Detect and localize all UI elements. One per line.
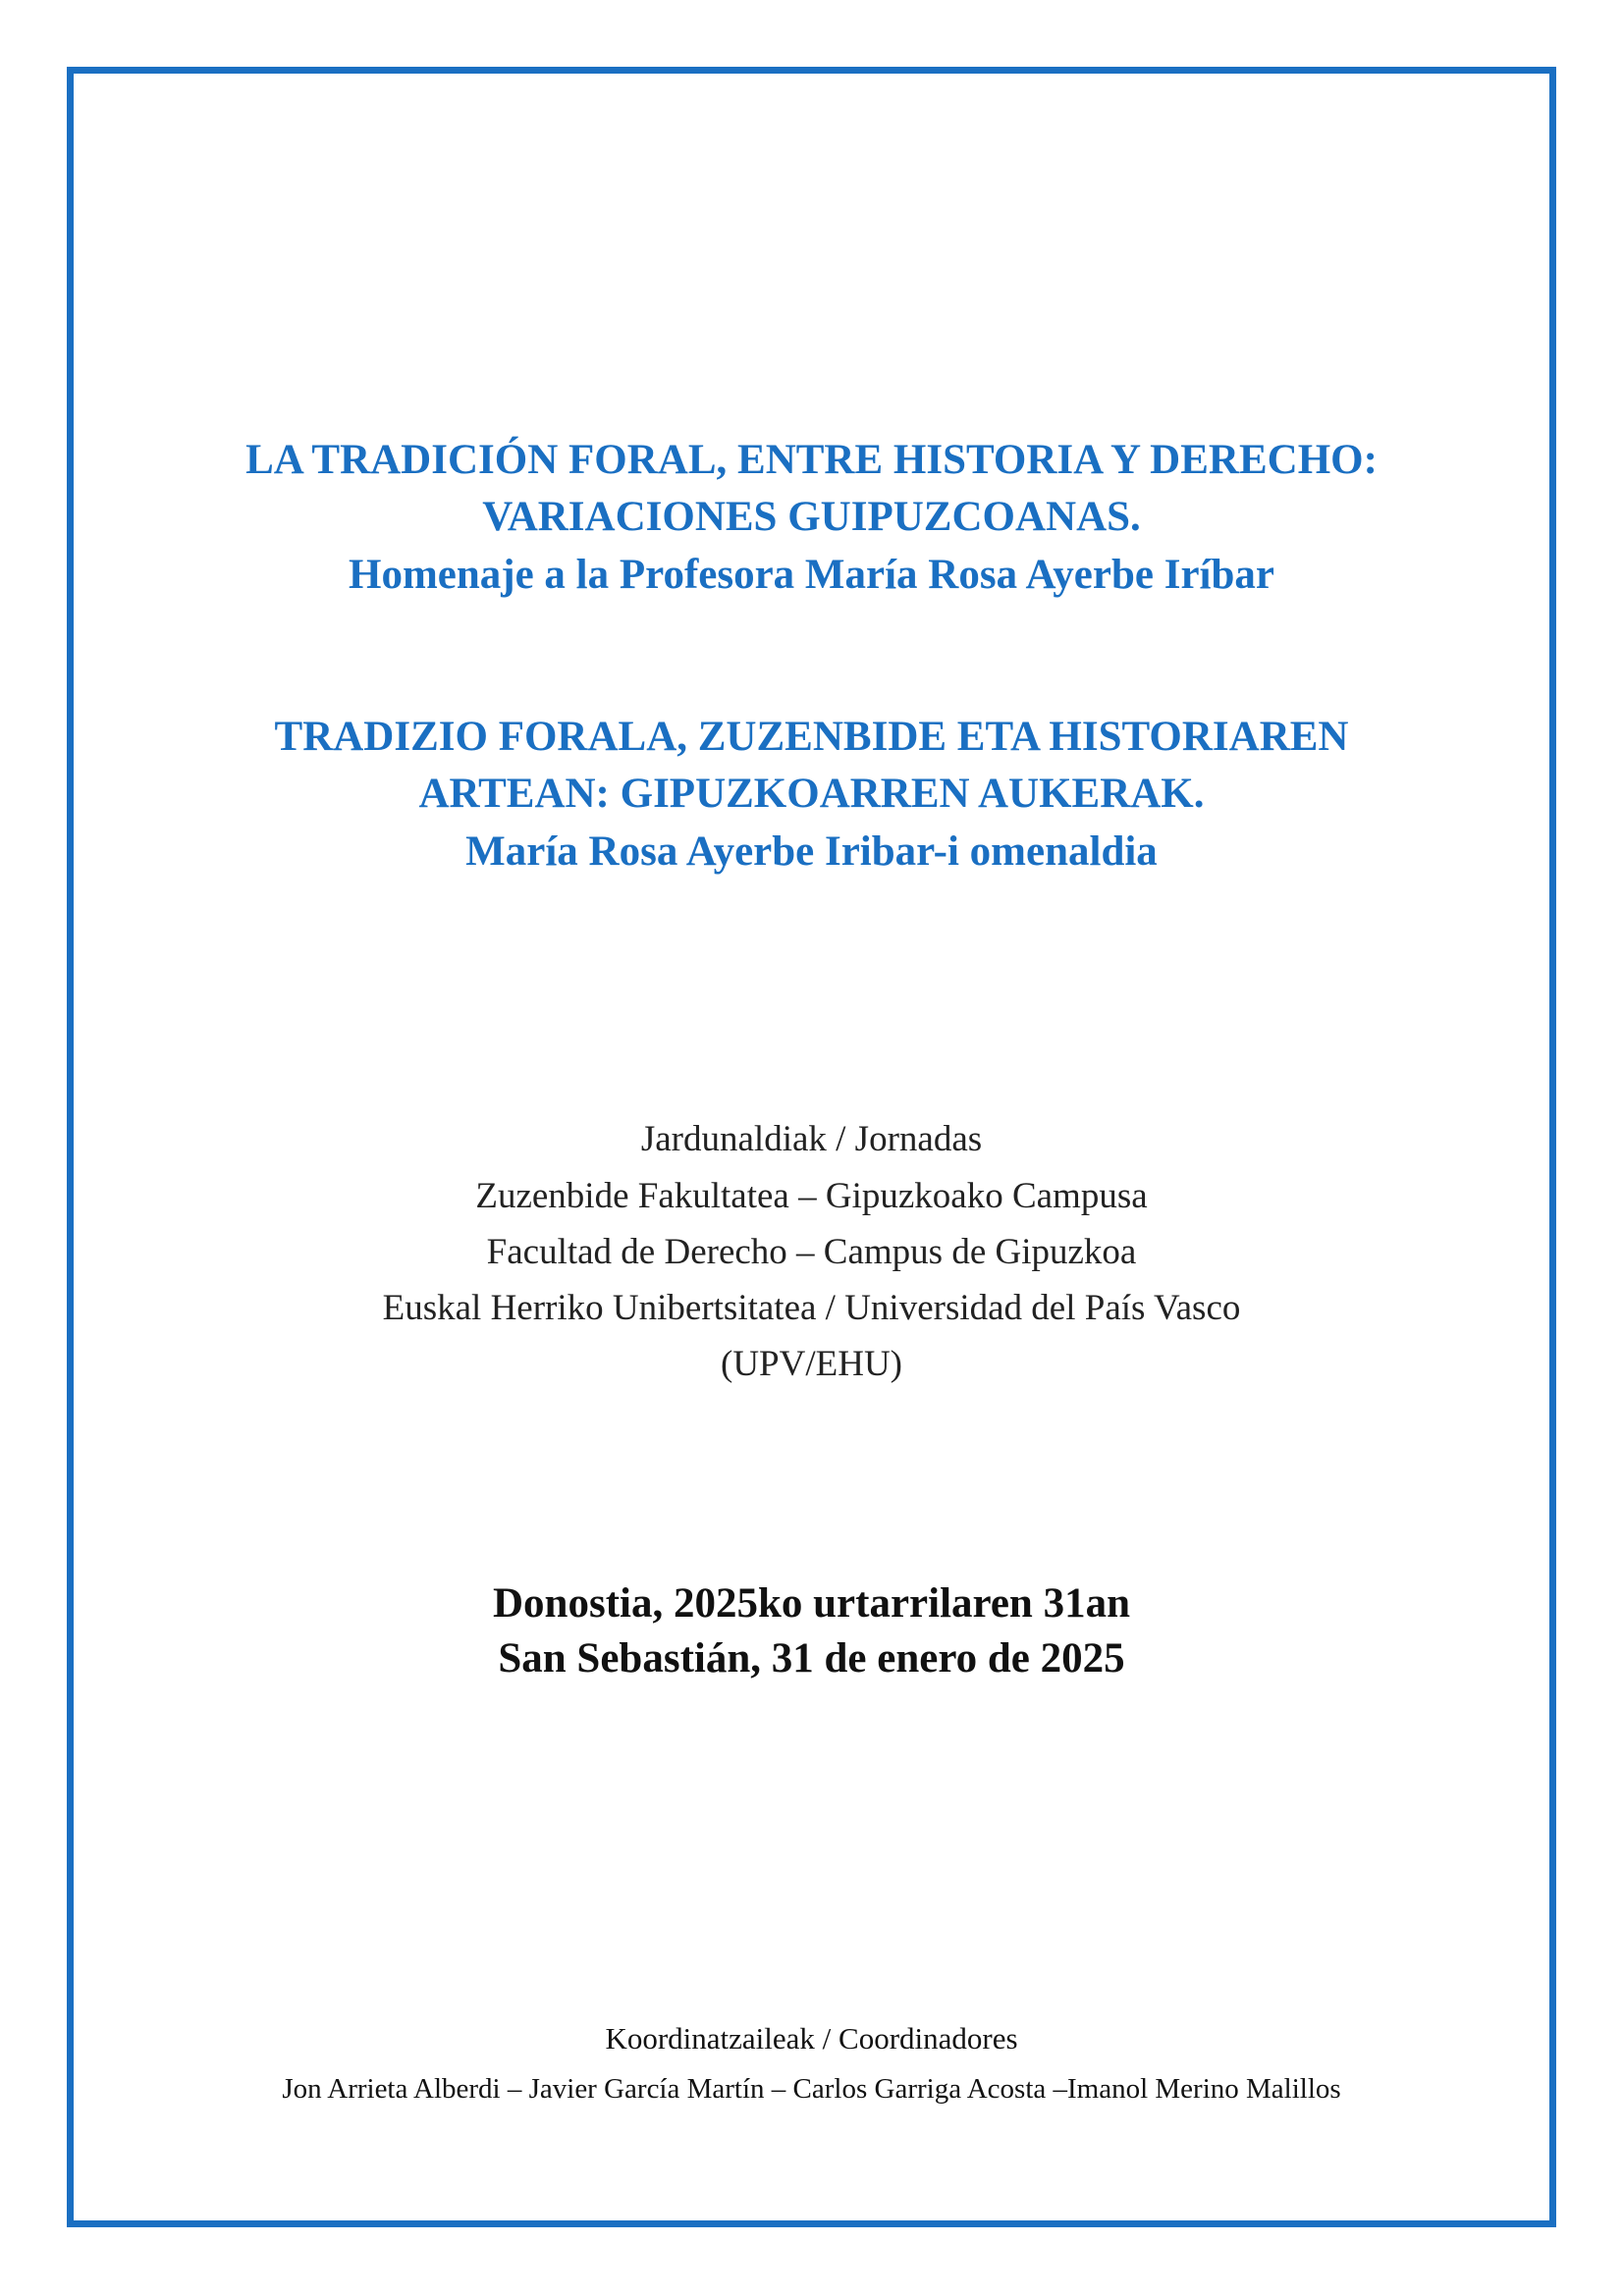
faculty-basque: Zuzenbide Fakultatea – Gipuzkoako Campusa <box>475 1176 1148 1216</box>
title-es-line-2: VARIACIONES GUIPUZCOANAS. <box>482 494 1141 540</box>
subtitle-es: Homenaje a la Profesora María Rosa Ayerbe Iríbar <box>349 552 1274 598</box>
university-name: Euskal Herriko Unibertsitatea / Universidad del País Vasco <box>382 1288 1241 1328</box>
date-basque: Donostia, 2025ko urtarrilaren 31an <box>493 1580 1130 1627</box>
title-spanish <box>67 432 1556 605</box>
event-type: Jardunaldiak / Jornadas <box>640 1119 983 1159</box>
event-info <box>67 1111 1556 1392</box>
faculty-spanish: Facultad de Derecho – Campus de Gipuzkoa <box>486 1232 1137 1272</box>
date-spanish: San Sebastián, 31 de enero de 2025 <box>498 1635 1125 1682</box>
title-eu-line-2: ARTEAN: GIPUZKOARREN AUKERAK. <box>418 771 1205 817</box>
title-basque <box>67 709 1556 881</box>
coordinators-names: Jon Arrieta Alberdi – Javier García Martín – Carlos Garriga Acosta –Imanol Merino Malillos <box>282 2073 1341 2105</box>
title-eu-line-1: TRADIZIO FORALA, ZUZENBIDE ETA HISTORIAREN <box>274 714 1349 760</box>
university-abbreviation: (UPV/EHU) <box>721 1344 902 1384</box>
title-es-line-1: LA TRADICIÓN FORAL, ENTRE HISTORIA Y DERECHO: <box>245 437 1378 483</box>
event-date <box>67 1576 1556 1686</box>
coordinators <box>67 2014 1556 2114</box>
subtitle-eu: María Rosa Ayerbe Iribar-i omenaldia <box>465 828 1158 875</box>
coordinators-label: Koordinatzaileak / Coordinadores <box>605 2021 1018 2056</box>
